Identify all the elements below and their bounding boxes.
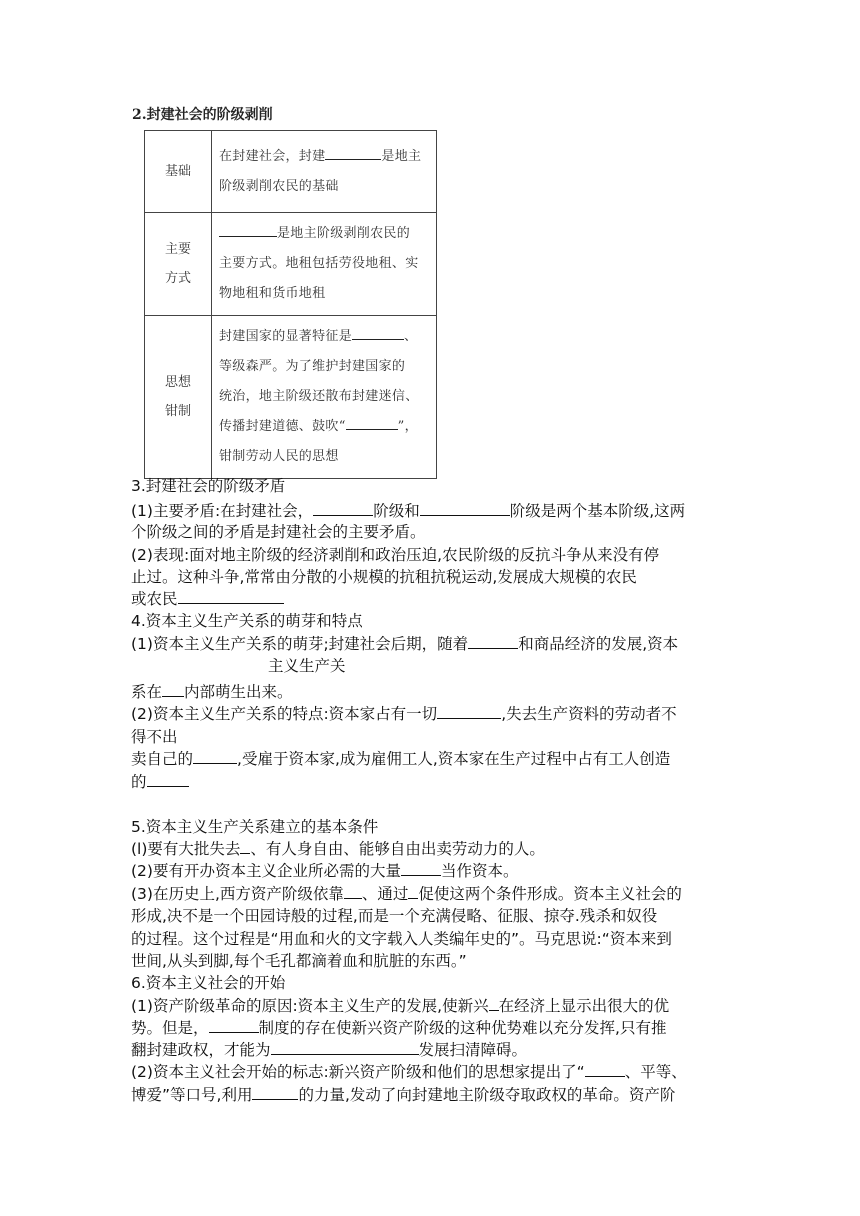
- section-2-title: 2.封建社会的阶级剥削: [132, 107, 273, 123]
- table-row: [145, 131, 437, 213]
- fill-blank: [193, 749, 237, 764]
- fill-blank: [346, 428, 398, 430]
- text-line: (2)资本主义生产关系的特点:资本家占有一切 ,失去生产资料的劳动者不: [131, 705, 677, 723]
- text-line: 势。但是， 制度的存在使新兴资产阶级的这种优势难以充分发挥,只有推: [131, 1019, 667, 1037]
- fill-blank: [162, 682, 184, 697]
- text-line: 系在 内部萌生出来。: [131, 683, 293, 701]
- fill-blank: [325, 158, 381, 160]
- section-4-title: 4.资本主义生产关系的萌芽和特点: [131, 612, 363, 630]
- text-line: (2)表现:面对地主阶级的经济剥削和政治压迫,农民阶级的反抗斗争从来没有停: [131, 546, 660, 564]
- section-6-title: 6.资本主义社会的开始: [131, 974, 286, 992]
- text-line: (1)主要矛盾:在封建社会， 阶级和 阶级是两个基本阶级,这两: [131, 502, 686, 520]
- text-line: 翻封建政权，才能为 发展扫清障碍。: [131, 1041, 528, 1059]
- fill-blank: [401, 861, 441, 876]
- text-line: (1)资本主义生产关系的萌芽;封建社会后期，随着 和商品经济的发展,资本: [131, 635, 679, 653]
- text-line: (2)资本主义社会开始的标志:新兴资产阶级和他们的思想家提出了“ 、平等、: [131, 1063, 687, 1081]
- fill-blank: [408, 884, 418, 899]
- fill-blank: [252, 1085, 298, 1100]
- fill-blank: [468, 634, 518, 649]
- fill-blank: [352, 338, 404, 340]
- fill-blank: [271, 1040, 419, 1055]
- text-line: 卖自己的 ,受雇于资本家,成为雇佣工人,资本家在生产过程中占有工人创造: [131, 750, 671, 768]
- fill-blank: [585, 1062, 625, 1077]
- text-line: (l)要有大批失去 、有人身自由、能够自由出卖劳动力的人。: [131, 840, 545, 858]
- text-line: 主义生产关: [268, 657, 346, 675]
- section-5-title: 5.资本主义生产关系建立的基本条件: [131, 818, 379, 836]
- row-body-method: 是地主阶级剥削农民的 主要方式。地租包括劳役地租、实 物地租和货币地租: [212, 213, 437, 316]
- row-body-basis: 在封建社会，封建 是地主 阶级剥削农民的基础: [212, 131, 437, 213]
- section-3-title: 3.封建社会的阶级矛盾: [131, 477, 286, 495]
- text-line: (2)要有开办资本主义企业所必需的大量 当作资本。: [131, 862, 519, 880]
- row-head-thought: 思想 钳制: [145, 316, 212, 479]
- fill-blank: [489, 996, 499, 1011]
- text-line: 的过程。这个过程是“用血和火的文字载入人类编年史的”。马克思说:“资本来到: [131, 930, 672, 948]
- exploitation-table: [144, 130, 437, 479]
- text-line: 个阶级之间的矛盾是封建社会的主要矛盾。: [131, 523, 426, 541]
- fill-blank: [240, 839, 250, 854]
- table-row: [145, 316, 437, 479]
- text-line: 形成,决不是一个田园诗般的过程,而是一个充满侵略、征服、掠夺.残杀和奴役: [131, 907, 658, 925]
- table-row: [145, 213, 437, 316]
- fill-blank: [437, 704, 501, 719]
- text-line: 的: [131, 772, 189, 792]
- fill-blank: [147, 772, 189, 787]
- text-line: 世间,从头到脚,每个毛孔都滴着血和肮脏的东西。”: [131, 952, 467, 970]
- row-body-thought: 封建国家的显著特征是 、 等级森严。为了维护封建国家的 统治，地主阶级还散布封建迷信、 传播封建道德、鼓吹“ ”， 钳制劳动人民的思想: [212, 316, 437, 479]
- text-line: 博爱”等口号,利用 的力量,发动了向封建地主阶级夺取政权的革命。资产阶: [131, 1086, 676, 1104]
- fill-blank: [313, 501, 373, 516]
- fill-blank: [344, 884, 362, 899]
- text-line: 得不出: [131, 728, 178, 746]
- text-line: (3)在历史上,西方资产阶级依靠 、通过 促使这两个条件形成。资本主义社会的: [131, 885, 682, 903]
- fill-blank: [219, 235, 277, 237]
- text-line: 或农民: [131, 589, 284, 609]
- fill-blank: [178, 589, 284, 604]
- row-head-method: 主要 方式: [145, 213, 212, 316]
- fill-blank: [209, 1018, 259, 1033]
- text-line: 止过。这种斗争,常常由分散的小规模的抗租抗税运动,发展成大规模的农民: [131, 568, 637, 586]
- row-head-basis: 基础: [145, 131, 212, 213]
- text-line: (1)资产阶级革命的原因:资本主义生产的发展,使新兴 在经济上显示出很大的优: [131, 997, 670, 1015]
- fill-blank: [420, 501, 510, 516]
